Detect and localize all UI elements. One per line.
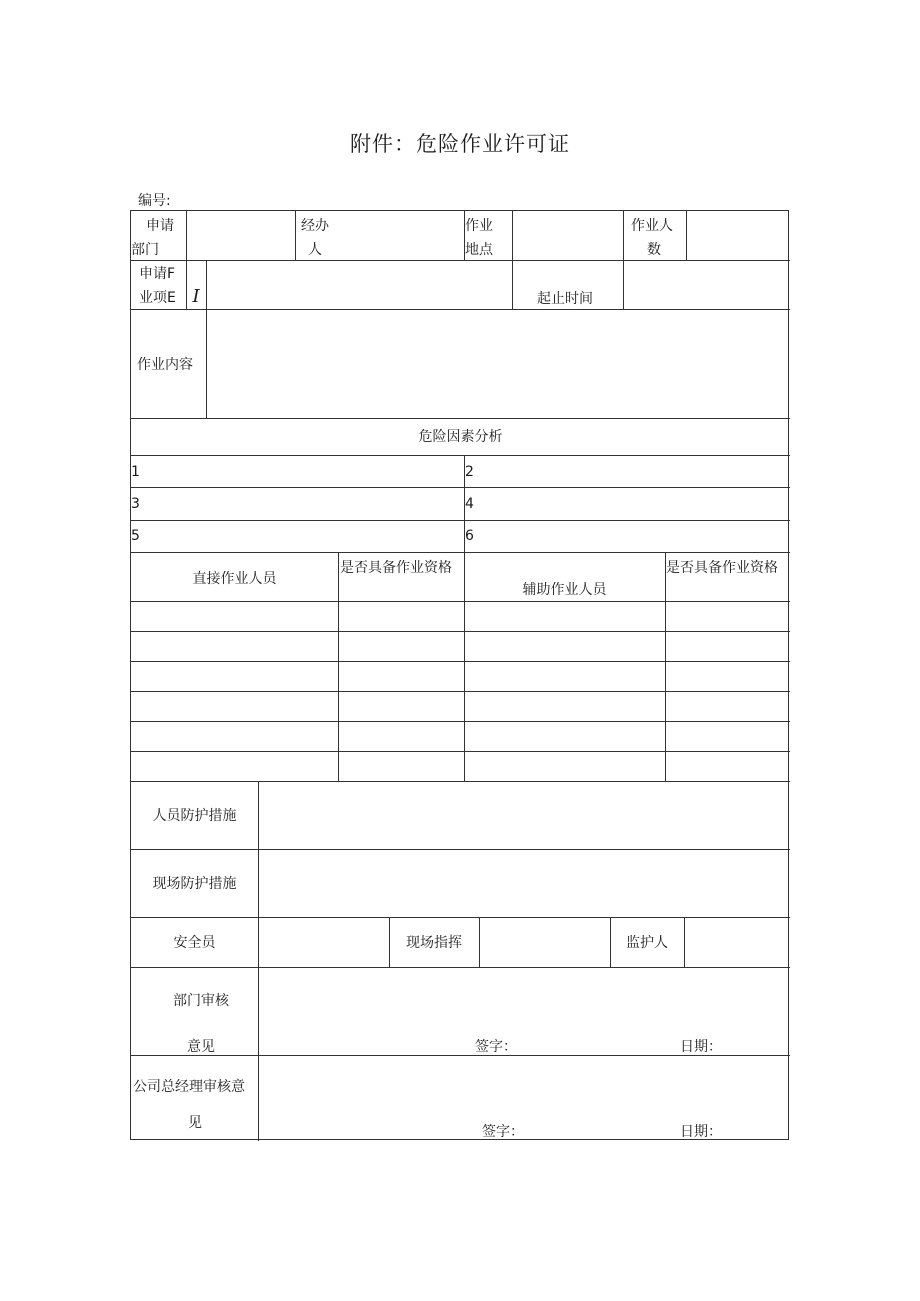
row-divider	[131, 418, 790, 419]
site-protection-label: 现场防护措施	[152, 876, 237, 892]
row-divider	[131, 751, 790, 752]
personal-protection-label: 人员防护措施	[152, 808, 237, 824]
handler-label-2: 人	[308, 242, 322, 258]
hazard-item-3: 3	[131, 496, 140, 512]
assist-workers-header: 辅助作业人员	[522, 582, 607, 598]
site-commander-label: 现场指挥	[406, 935, 462, 951]
row-divider	[131, 601, 790, 602]
row-divider	[131, 487, 790, 488]
row-divider	[131, 917, 790, 918]
qualification-header-a: 是否具备作业资格	[340, 560, 452, 576]
col-divider	[623, 260, 624, 309]
dept-label-2: 部门	[131, 242, 159, 258]
col-divider	[623, 211, 624, 260]
work-item-mark: I	[192, 286, 200, 307]
col-divider	[186, 211, 187, 260]
row-divider	[131, 849, 790, 850]
row-divider	[131, 455, 790, 456]
row-divider	[131, 520, 790, 521]
col-divider	[684, 917, 685, 967]
row-divider	[131, 967, 790, 968]
work-item-label: 申请F	[139, 266, 176, 282]
row-divider	[131, 631, 790, 632]
dept-review-sign: 签字：	[475, 1039, 517, 1055]
col-divider	[338, 552, 339, 781]
worker-count-label: 作业人	[631, 218, 673, 234]
row-divider	[131, 781, 790, 782]
hazard-item-2: 2	[465, 464, 474, 480]
direct-workers-header: 直接作业人员	[192, 571, 277, 587]
work-content-label: 作业内容	[137, 357, 193, 373]
site-label-2: 地点	[465, 242, 493, 258]
gm-review-date: 日期：	[680, 1124, 722, 1140]
row-divider	[131, 309, 790, 310]
row-divider	[131, 661, 790, 662]
serial-number-label: 编号:	[138, 193, 171, 209]
row-divider	[131, 260, 790, 261]
hazard-item-6: 6	[465, 528, 474, 544]
dept-review-label-2: 意见	[187, 1039, 215, 1055]
handler-label: 经办	[301, 218, 329, 234]
col-divider	[295, 211, 296, 260]
site-label: 作业	[465, 218, 493, 234]
row-divider	[131, 691, 790, 692]
hazard-item-4: 4	[465, 496, 474, 512]
permit-form-table	[130, 210, 789, 1140]
col-divider	[258, 781, 259, 1141]
col-divider	[512, 260, 513, 309]
page-title: 附件：危险作业许可证	[350, 132, 570, 156]
col-divider	[206, 309, 207, 418]
col-divider	[206, 260, 207, 309]
period-label: 起止时间	[537, 291, 593, 307]
col-divider	[479, 917, 480, 967]
gm-review-label: 公司总经理审核意	[133, 1079, 245, 1095]
col-divider	[512, 211, 513, 260]
col-divider	[665, 552, 666, 781]
gm-review-sign: 签字：	[482, 1124, 524, 1140]
dept-review-date: 日期：	[680, 1039, 722, 1055]
dept-label: 申请	[146, 218, 174, 234]
worker-count-label-2: 数	[647, 242, 661, 258]
safety-officer-label: 安全员	[173, 935, 216, 951]
hazard-item-1: 1	[131, 464, 140, 480]
row-divider	[131, 552, 790, 553]
work-item-label-2: 业项E	[139, 290, 176, 306]
col-divider	[686, 211, 687, 260]
qualification-header-b: 是否具备作业资格	[666, 560, 778, 576]
row-divider	[131, 721, 790, 722]
hazard-item-5: 5	[131, 528, 140, 544]
dept-review-label: 部门审核	[173, 993, 229, 1009]
hazard-analysis-header: 危险因素分析	[418, 429, 503, 445]
supervisor-label: 监护人	[626, 935, 668, 951]
gm-review-label-2: 见	[188, 1115, 202, 1131]
